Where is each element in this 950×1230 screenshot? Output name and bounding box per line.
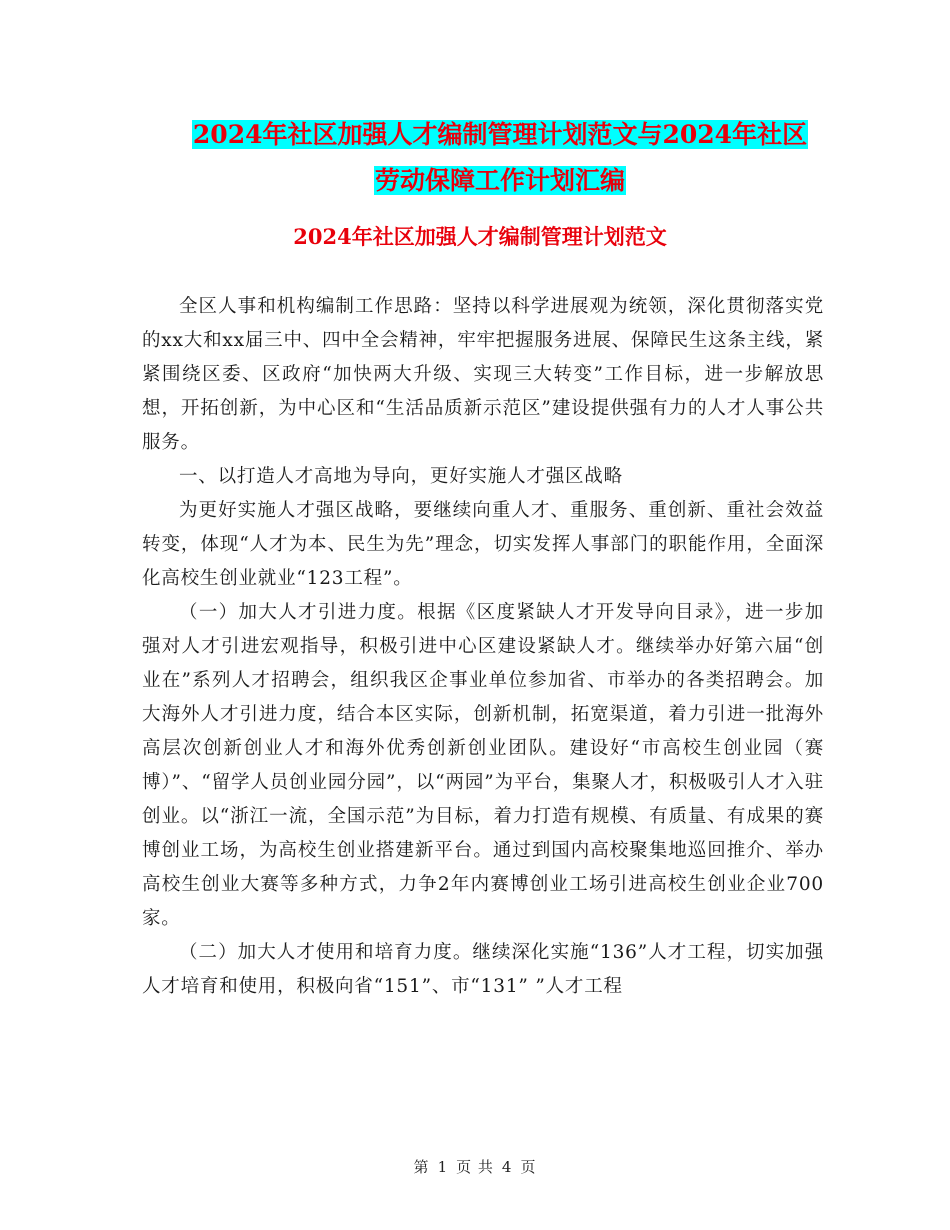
main-title xyxy=(140,112,860,204)
footer-suffix: 页 xyxy=(520,1158,537,1176)
paragraph-intro: 全区人事和机构编制工作思路：坚持以科学进展观为统领，深化贯彻落实党的xx大和xx届三中、四中全会精神，牢牢把握服务进展、保障民生这条主线，紧紧围绕区委、区政府“加快两大升级、实现三大转变”工作目标，进一步解放思想，开拓创新，为中心区和“生活品质新示范区”建设提供强有力的人才人事公共服务。 xyxy=(142,296,824,453)
page-footer xyxy=(0,1156,950,1177)
footer-total-pages: 4 xyxy=(501,1158,513,1176)
footer-prefix: 第 xyxy=(413,1158,430,1176)
main-title-line2: 劳动保障工作计划汇编 xyxy=(374,166,625,195)
paragraph-strategy: 为更好实施人才强区战略，要继续向重人才、重服务、重创新、重社会效益转变，体现“人才为本、民生为先”理念，切实发挥人事部门的职能作用，全面深化高校生创业就业“123工程”。 xyxy=(142,500,824,589)
paragraph-talent-training: （二）加大人才使用和培育力度。继续深化实施“136”人才工程，切实加强人才培育和使用，积极向省“151”、市“131” ”人才工程 xyxy=(142,942,824,997)
paragraph-talent-introduction: （一）加大人才引进力度。根据《区度紧缺人才开发导向目录》，进一步加强对人才引进宏观指导，积极引进中心区建设紧缺人才。继续举办好第六届“创业在”系列人才招聘会，组织我区企事业单位参加省、市举办的各类招聘会。加大海外人才引进力度，结合本区实际，创新机制，拓宽渠道，着力引进一批海外高层次创新创业人才和海外优秀创新创业团队。建设好“市高校生创业园（赛博）”、“留学人员创业园分园”，以“两园”为平台，集聚人才，积极吸引人才入驻创业。以“浙江一流，全国示范”为目标，着力打造有规模、有质量、有成果的赛博创业工场，为高校生创业搭建新平台。通过到国内高校聚集地巡回推介、举办高校生创业大赛等多种方式，力争2年内赛博创业工场引进高校生创业企业700家。 xyxy=(142,602,824,929)
paragraph-heading-1: 一、以打造人才高地为导向，更好实施人才强区战略 xyxy=(179,466,623,487)
body-text xyxy=(142,290,824,1004)
section-title: 2024年社区加强人才编制管理计划范文 xyxy=(293,224,667,249)
footer-middle: 页 共 xyxy=(456,1158,494,1176)
footer-page-number: 1 xyxy=(437,1158,449,1176)
main-title-line1: 2024年社区加强人才编制管理计划范文与2024年社区 xyxy=(192,120,808,149)
